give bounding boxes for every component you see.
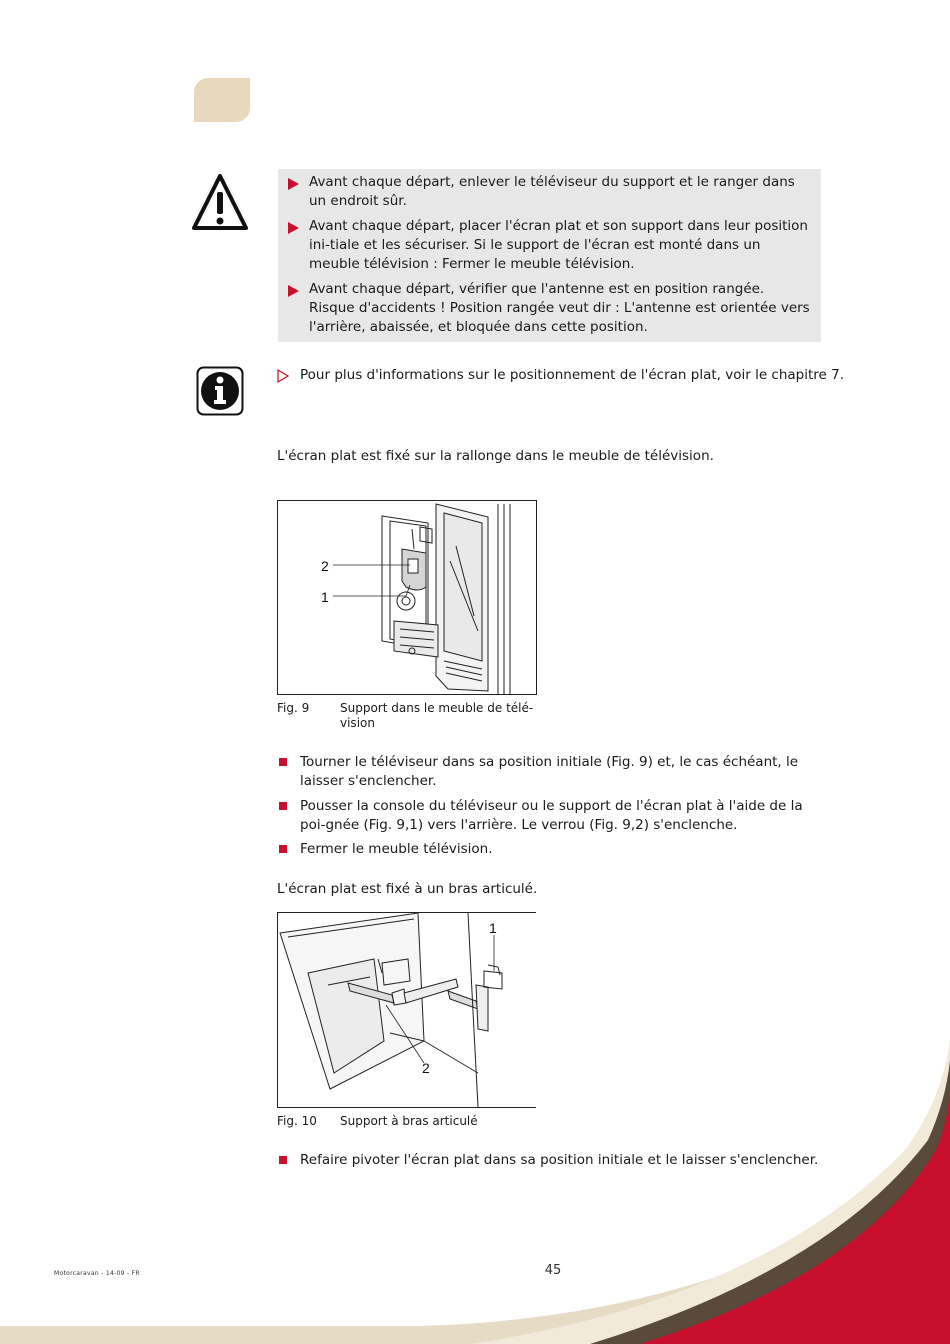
figure-10-caption [277,1114,547,1130]
figure-9-illustration [278,501,536,694]
square-bullet-icon [279,802,287,810]
page-number: 45 [544,1263,562,1278]
arrow-bullet-icon [288,285,299,297]
figure-10-illustration [278,913,536,1107]
caption-text: Support dans le meuble de télé-vision [340,701,534,730]
note-text: Pour plus d'informations sur le positionnement de l'écran plat, voir le chapitre 7. [300,367,845,383]
warning-box [278,169,821,342]
callout-label-2: 2 [321,558,329,574]
footer-document-id: Motorcaravan - 14-09 - FR [54,1270,140,1277]
intro-paragraph: L'écran plat est fixé à un bras articulé. [277,881,538,897]
instruction-text: Pousser la console du téléviseur ou le support de l'écran plat à l'aide de la poi-gnée (Fig. 9,1) vers l'arrière. Le verrou (Fig. 9,2) s'enclenche. [300,798,803,833]
square-bullet-icon [279,758,287,766]
square-bullet-icon [279,845,287,853]
instruction-text: Tourner le téléviseur dans sa position initiale (Fig. 9) et, le cas échéant, le laisser s'enclencher. [300,754,799,789]
instruction-text: Refaire pivoter l'écran plat dans sa position initiale et le laisser s'enclencher. [300,1152,819,1168]
figure-number: Fig. 10 [277,1114,317,1128]
info-icon [196,366,244,416]
instruction-text: Fermer le meuble télévision. [300,841,493,857]
callout-label-1: 1 [489,920,497,936]
warning-icon [192,172,248,232]
warning-text: Avant chaque départ, enlever le téléviseur du support et le ranger dans un endroit sûr. [309,174,795,209]
arrow-bullet-icon [288,178,299,190]
figure-number: Fig. 9 [277,701,310,715]
figure-9 [277,500,537,695]
warning-text: Avant chaque départ, placer l'écran plat et son support dans leur position ini-tiale et les sécuriser. Si le support de l'écran est monté dans un meuble télévision : Fermer le meuble télévision. [309,218,808,272]
intro-paragraph: L'écran plat est fixé sur la rallonge dans le meuble de télévision. [277,448,714,464]
callout-label-2: 2 [422,1060,430,1076]
callout-label-1: 1 [321,589,329,605]
chapter-tab-marker [194,78,250,122]
figure-10 [277,912,536,1108]
figure-9-caption [277,701,547,733]
warning-text: Avant chaque départ, vérifier que l'antenne est en position rangée. Risque d'accidents ! Position rangée veut dir : L'antenne est orientée vers l'arrière, abaissée, et bloquée dans cette position. [309,281,810,335]
arrow-bullet-icon [288,222,299,234]
caption-text: Support à bras articulé [340,1114,478,1128]
outline-arrow-icon [277,369,289,383]
square-bullet-icon [279,1156,287,1164]
